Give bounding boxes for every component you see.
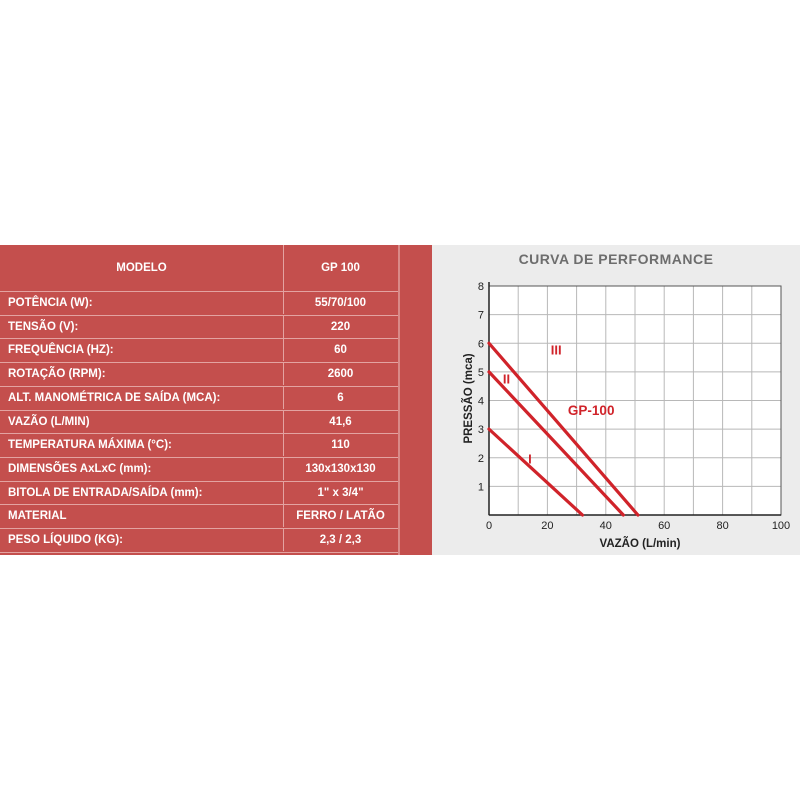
spec-label: MATERIAL — [8, 510, 67, 522]
x-tick-label: 80 — [716, 520, 729, 532]
spec-row — [0, 339, 398, 361]
spec-label: TEMPERATURA MÁXIMA (°C): — [8, 439, 172, 451]
spec-row — [0, 529, 398, 551]
spec-value: GP 100 — [321, 262, 360, 274]
y-tick-label: 7 — [477, 309, 484, 322]
y-tick-label: 5 — [477, 366, 484, 379]
spec-value: 220 — [330, 321, 351, 333]
spec-value: 6 — [337, 392, 344, 404]
curve-label-iii: III — [550, 342, 562, 358]
spec-label: PESO LÍQUIDO (KG): — [8, 534, 123, 546]
spec-table — [0, 245, 398, 555]
spec-label: VAZÃO (L/MIN) — [8, 416, 90, 428]
x-axis-label: VAZÃO (L/min) — [599, 538, 681, 550]
spec-value: 2,3 / 2,3 — [319, 534, 362, 546]
spec-value: FERRO / LATÃO — [296, 510, 385, 522]
spec-header-row — [0, 245, 398, 291]
spec-row — [0, 363, 398, 385]
spec-label: TENSÃO (V): — [8, 321, 79, 333]
spec-row — [0, 316, 398, 338]
y-tick-label: 1 — [477, 481, 484, 494]
spec-value: 2600 — [327, 368, 354, 380]
spec-label: BITOLA DE ENTRADA/SAÍDA (mm): — [8, 487, 203, 499]
x-tick-label: 40 — [599, 520, 612, 532]
spec-row — [0, 434, 398, 456]
chart-title: CURVA DE PERFORMANCE — [518, 251, 714, 267]
spec-label: POTÊNCIA (W): — [8, 297, 93, 309]
model-annotation: GP-100 — [567, 402, 615, 418]
spec-value: 1" x 3/4" — [317, 487, 364, 499]
y-tick-label: 8 — [477, 281, 484, 293]
spec-row — [0, 482, 398, 504]
spec-value: 41,6 — [329, 416, 352, 428]
spec-label: DIMENSÕES AxLxC (mm): — [8, 463, 152, 475]
x-tick-label: 100 — [771, 520, 791, 532]
spec-row — [0, 458, 398, 480]
y-tick-label: 3 — [477, 424, 484, 437]
y-axis-label: PRESSÃO (mca) — [463, 353, 475, 444]
spec-row — [0, 292, 398, 314]
spec-label: MODELO — [116, 262, 167, 274]
x-tick-label: 0 — [485, 520, 493, 532]
product-banner — [0, 245, 800, 555]
spec-value: 55/70/100 — [314, 297, 367, 309]
x-tick-label: 60 — [658, 520, 671, 532]
spec-label: ROTAÇÃO (RPM): — [8, 368, 106, 380]
curve-label-ii: II — [502, 371, 511, 387]
y-tick-label: 6 — [477, 338, 484, 351]
spec-row — [0, 411, 398, 433]
curve-label-i: I — [528, 451, 532, 467]
spec-value: 110 — [331, 439, 350, 451]
x-tick-label: 20 — [541, 520, 554, 532]
spec-value: 60 — [334, 344, 347, 356]
spec-row — [0, 505, 398, 527]
row-divider — [0, 552, 398, 553]
performance-chart — [432, 245, 800, 555]
spec-value: 130x130x130 — [305, 463, 376, 475]
panel-divider — [398, 245, 432, 555]
spec-row — [0, 387, 398, 409]
y-tick-label: 4 — [477, 395, 484, 408]
y-tick-label: 2 — [477, 452, 484, 465]
spec-label: FREQUÊNCIA (HZ): — [8, 344, 114, 356]
spec-label: ALT. MANOMÉTRICA DE SAÍDA (MCA): — [8, 392, 221, 404]
